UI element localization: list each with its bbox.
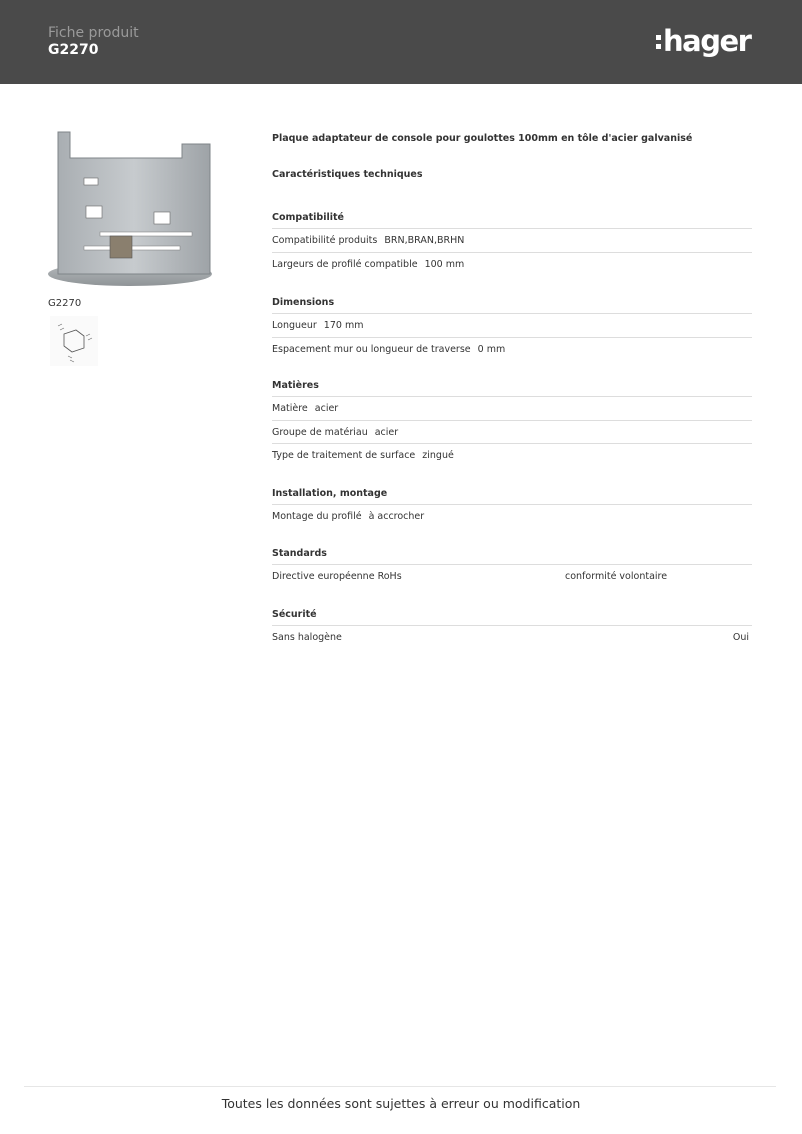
technical-characteristics-heading: Caractéristiques techniques: [272, 169, 423, 180]
spec-value: 0 mm: [477, 343, 506, 355]
spec-label: Espacement mur ou longueur de traverse: [272, 343, 471, 355]
spec-label: Longueur: [272, 320, 317, 331]
section-title: Sécurité: [272, 608, 752, 626]
spec-value: 100 mm: [424, 258, 465, 270]
spec-value: conformité volontaire: [565, 571, 668, 582]
section-title: Compatibilité: [272, 211, 752, 229]
spec-value: acier: [314, 403, 339, 414]
spec-value: acier: [374, 426, 399, 438]
footer-divider: [24, 1086, 776, 1087]
section-compatibility: [272, 211, 752, 276]
product-description: Plaque adaptateur de console pour goulottes 100mm en tôle d'acier galvanisé: [272, 133, 693, 144]
header-subtitle: Fiche produit: [48, 25, 139, 41]
spec-label: Compatibilité produits: [272, 235, 378, 246]
technical-drawing-thumbnail-icon[interactable]: [50, 316, 98, 366]
section-standards: [272, 547, 752, 589]
spec-row: [272, 626, 752, 650]
spec-value: Oui: [732, 632, 749, 643]
product-photo-icon: [46, 128, 214, 290]
spec-row: [272, 229, 752, 253]
spec-row: [272, 338, 752, 362]
spec-label: Groupe de matériau: [272, 426, 368, 438]
spec-label: Largeurs de profilé compatible: [272, 258, 418, 270]
section-dimensions: [272, 296, 752, 361]
section-title: Matières: [272, 379, 752, 397]
section-title: Installation, montage: [272, 487, 752, 505]
spec-row: [272, 253, 752, 277]
spec-value: BRN,BRAN,BRHN: [384, 235, 465, 246]
spec-label: Directive européenne RoHs: [272, 571, 402, 582]
logo-dots-icon: [656, 35, 661, 49]
hager-logo: [656, 24, 750, 58]
spec-row: [272, 444, 752, 468]
spec-row: [272, 505, 752, 529]
footer-disclaimer: Toutes les données sont sujettes à erreur ou modification: [221, 1096, 581, 1111]
spec-value: zingué: [422, 450, 454, 461]
logo-text: hager: [663, 23, 751, 58]
spec-row: [272, 314, 752, 338]
spec-value: 170 mm: [323, 320, 364, 331]
page-header: [0, 0, 802, 84]
spec-label: Type de traitement de surface: [272, 450, 416, 461]
section-installation: [272, 487, 752, 529]
spec-row: [272, 421, 752, 445]
section-title: Dimensions: [272, 296, 752, 314]
section-materials: [272, 379, 752, 468]
section-safety: [272, 608, 752, 650]
product-reference-title: G2270: [48, 42, 99, 58]
product-image-caption: G2270: [48, 298, 82, 309]
spec-row: [272, 397, 752, 421]
spec-label: Matière: [272, 403, 308, 414]
spec-label: Sans halogène: [272, 632, 342, 643]
section-title: Standards: [272, 547, 752, 565]
spec-value: à accrocher: [368, 511, 425, 522]
spec-label: Montage du profilé: [272, 511, 362, 522]
spec-row: [272, 565, 752, 589]
